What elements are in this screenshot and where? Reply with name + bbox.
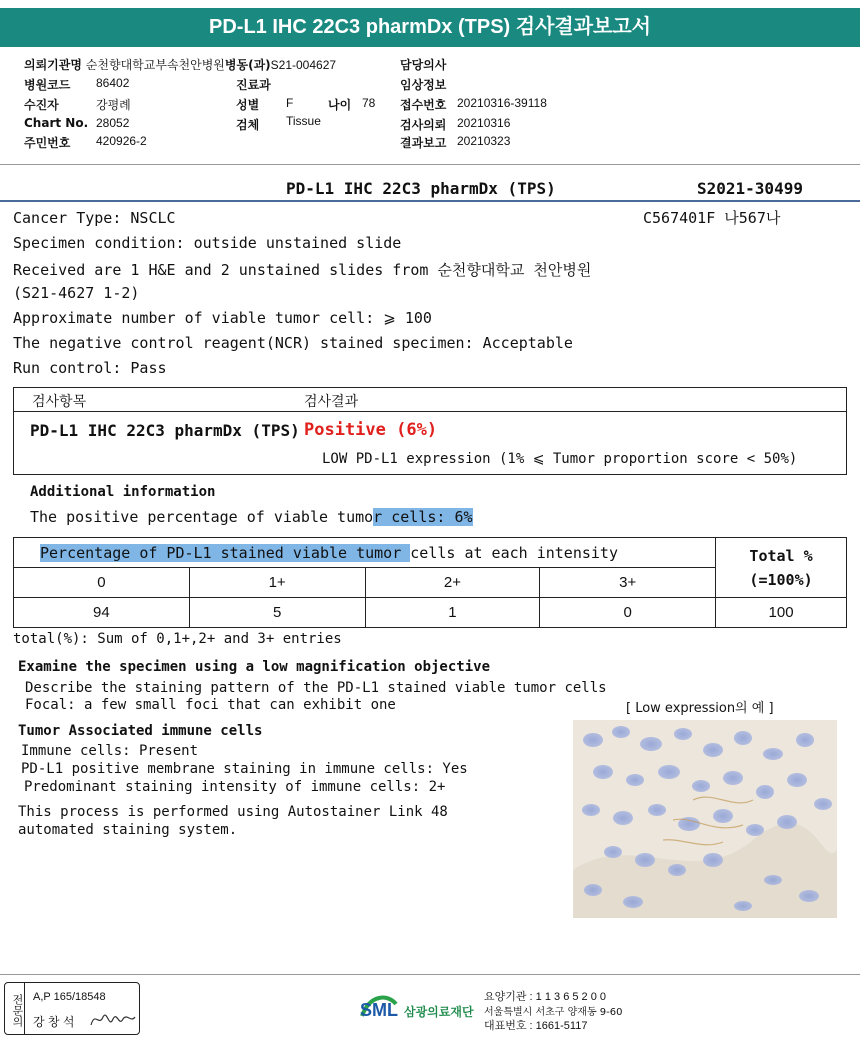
- request-label: 검사의뢰: [400, 118, 447, 132]
- chart-label: Chart No.: [24, 116, 89, 130]
- patient-value: 강평례: [96, 98, 131, 112]
- specimen-condition: Specimen condition: outside unstained slide: [13, 234, 402, 252]
- heading-underline: [0, 200, 860, 202]
- immune-line3: Predominant staining intensity of immune cells: 2+: [24, 779, 446, 795]
- received-ref: (S21-4627 1-2): [13, 284, 140, 302]
- intensity-table: [13, 537, 847, 628]
- intensity-col-0: 0: [14, 568, 190, 598]
- institution-code: 요양기관 : 1 1 3 6 5 2 0 0: [484, 991, 607, 1003]
- col-test-result: 검사결과: [304, 394, 359, 410]
- ward-value: S21-004627: [270, 58, 337, 72]
- sex-value: F: [286, 96, 294, 110]
- sml-logo: [358, 990, 474, 1030]
- org-name: 삼광의료재단: [404, 1005, 474, 1019]
- image-caption: [ Low expression의 예 ]: [626, 701, 774, 716]
- total-sub: (=100%): [749, 570, 813, 589]
- phone: 대표번호 : 1661-5117: [484, 1020, 588, 1032]
- report-title: PD-L1 IHC 22C3 pharmDx (TPS) 검사결과보고서: [0, 8, 860, 47]
- specimen-label: 검체: [236, 118, 260, 132]
- ncr-line: The negative control reagent(NCR) stained specimen: Acceptable: [13, 334, 573, 352]
- positive-percentage-text: The positive percentage of viable tumo: [30, 508, 374, 526]
- dept-label: 진료과: [236, 78, 271, 92]
- immune-line2: PD-L1 positive membrane staining in immune cells: Yes: [21, 761, 468, 777]
- request-value: 20210316: [457, 116, 511, 130]
- specimen-value: Tissue: [286, 114, 321, 128]
- case-number: S2021-30499: [697, 179, 803, 198]
- examine-title: Examine the specimen using a low magnification objective: [18, 659, 491, 675]
- sex-label: 성별: [236, 98, 260, 112]
- intensity-header-text: cells at each intensity: [410, 543, 618, 562]
- hospital-code-label: 병원코드: [24, 78, 71, 92]
- pathologist-name: 강 창 석: [33, 1015, 75, 1029]
- examine-line1: Describe the staining pattern of the PD-L1 stained viable tumor cells: [25, 680, 607, 696]
- divider: [0, 164, 860, 165]
- footer-divider: [0, 974, 860, 975]
- col-test-item: 검사항목: [32, 394, 87, 410]
- total-note: total(%): Sum of 0,1+,2+ and 3+ entries: [13, 631, 342, 647]
- clinical-label: 임상정보: [400, 78, 447, 92]
- resident-value: 420926-2: [96, 134, 147, 148]
- intensity-header: [14, 538, 716, 568]
- result-header: [14, 388, 846, 412]
- intensity-col-2plus: 2+: [365, 568, 540, 598]
- result-box: [13, 387, 847, 475]
- ward-label: 병동(과): [224, 58, 271, 72]
- intensity-header-highlight: Percentage of PD-L1 stained viable tumor: [40, 543, 411, 562]
- micrograph-svg: [573, 720, 837, 918]
- process-line2: automated staining system.: [18, 822, 238, 838]
- report-value: 20210323: [457, 134, 511, 148]
- receipt-label: 접수번호: [400, 98, 447, 112]
- immune-title: Tumor Associated immune cells: [18, 723, 263, 739]
- age-value: 78: [362, 96, 376, 110]
- receipt-value: 20210316-39118: [457, 96, 547, 110]
- process-line1: This process is performed using Autostainer Link 48: [18, 804, 448, 820]
- positive-percentage-highlight: r cells: 6%: [373, 508, 473, 526]
- viable-tumor-cells: Approximate number of viable tumor cell: ⩾ 100: [13, 309, 432, 327]
- cancer-type: Cancer Type: NSCLC: [13, 209, 176, 227]
- block-code: C567401F 나567나: [643, 209, 781, 227]
- doctor-label: 담당의사: [400, 58, 447, 72]
- pathologist-box: [4, 982, 140, 1035]
- patient-label: 수진자: [24, 98, 59, 112]
- micrograph-image: [573, 720, 837, 918]
- intensity-val-3plus: 0: [540, 598, 716, 628]
- logo-text: SML: [360, 1000, 398, 1020]
- immune-line1: Immune cells: Present: [21, 743, 199, 759]
- institution-label: 의뢰기관명: [24, 58, 82, 72]
- institution-value: 순천향대학교부속천안병원: [85, 58, 225, 72]
- intensity-val-2plus: 1: [365, 598, 540, 628]
- total-label: Total %: [749, 546, 813, 565]
- intensity-val-1plus: 5: [189, 598, 365, 628]
- intensity-col-1plus: 1+: [189, 568, 365, 598]
- intensity-col-3plus: 3+: [540, 568, 716, 598]
- received-slides: Received are 1 H&E and 2 unstained slides from 순천향대학교 천안병원: [13, 261, 592, 279]
- signature-icon: [87, 1007, 137, 1031]
- expression-level: LOW PD-L1 expression (1% ⩽ Tumor proportion score < 50%): [322, 451, 798, 467]
- positive-percentage: [30, 508, 473, 526]
- ap-number: A,P 165/18548: [33, 991, 106, 1003]
- result-positive: Positive (6%): [304, 420, 438, 440]
- hospital-code-value: 86402: [96, 76, 130, 90]
- age-label: 나이: [328, 98, 352, 112]
- run-control: Run control: Pass: [13, 359, 167, 377]
- examine-line2: Focal: a few small foci that can exhibit one: [25, 697, 396, 713]
- report-heading: PD-L1 IHC 22C3 pharmDx (TPS): [286, 179, 556, 198]
- intensity-val-total: 100: [716, 598, 847, 628]
- test-name: PD-L1 IHC 22C3 pharmDx (TPS): [30, 421, 300, 440]
- chart-value: 28052: [96, 116, 130, 130]
- address: 서울특별시 서초구 양재동 9-60: [484, 1007, 623, 1018]
- intensity-val-0: 94: [14, 598, 190, 628]
- report-label: 결과보고: [400, 136, 447, 150]
- total-header: [716, 538, 847, 598]
- additional-title: Additional information: [30, 484, 216, 500]
- resident-label: 주민번호: [24, 136, 71, 150]
- specialist-label: 전문의: [5, 983, 25, 1034]
